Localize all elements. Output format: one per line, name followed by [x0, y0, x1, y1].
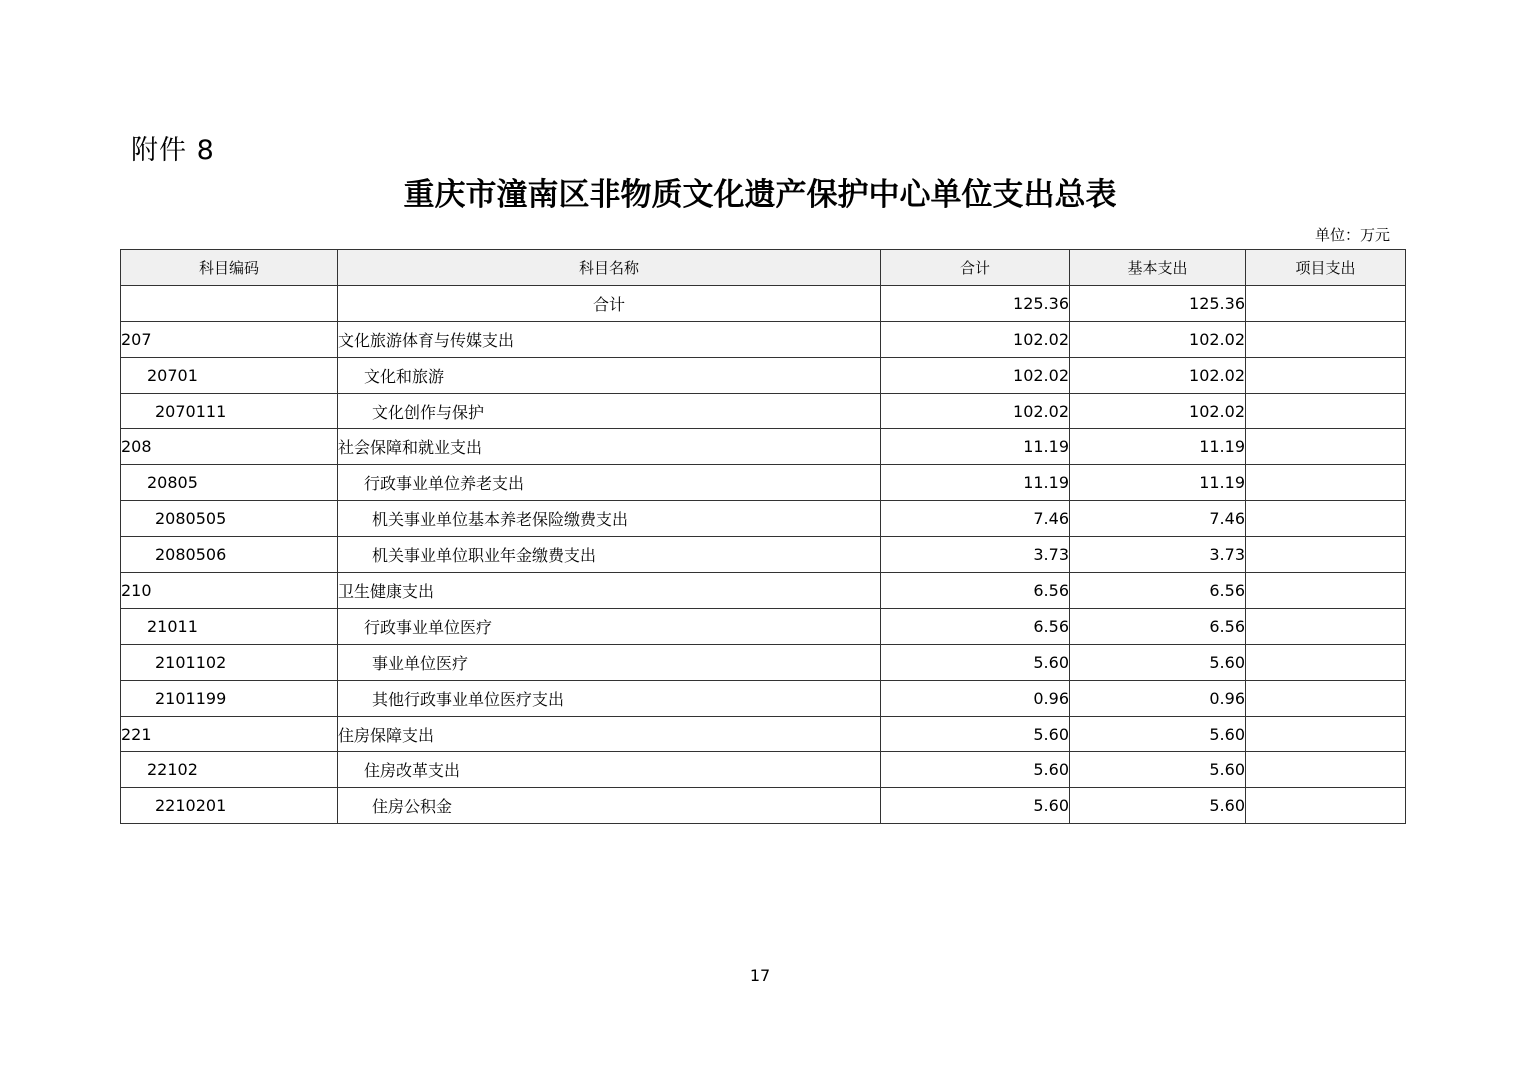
cell-basic: 125.36: [1070, 285, 1246, 321]
cell-basic: 11.19: [1070, 429, 1246, 465]
cell-basic: 6.56: [1070, 608, 1246, 644]
cell-basic: 5.60: [1070, 644, 1246, 680]
cell-name: 行政事业单位医疗: [338, 608, 881, 644]
cell-basic: 7.46: [1070, 501, 1246, 537]
cell-name: 卫生健康支出: [338, 573, 881, 609]
header-row: [121, 250, 1406, 286]
cell-total: 5.60: [881, 752, 1070, 788]
cell-project: [1246, 573, 1406, 609]
cell-basic: 5.60: [1070, 716, 1246, 752]
cell-name: 机关事业单位基本养老保险缴费支出: [338, 501, 881, 537]
cell-total: 5.60: [881, 788, 1070, 824]
cell-code: 20805: [121, 465, 338, 501]
cell-code: 2210201: [121, 788, 338, 824]
cell-project: [1246, 752, 1406, 788]
cell-basic: 0.96: [1070, 680, 1246, 716]
cell-code: 2080505: [121, 501, 338, 537]
cell-name: 住房保障支出: [338, 716, 881, 752]
cell-code: 210: [121, 573, 338, 609]
cell-total: 102.02: [881, 357, 1070, 393]
cell-code: 2101199: [121, 680, 338, 716]
cell-project: [1246, 321, 1406, 357]
table-row: [121, 501, 1406, 537]
cell-name: 其他行政事业单位医疗支出: [338, 680, 881, 716]
cell-name: 文化创作与保护: [338, 393, 881, 429]
cell-code: 21011: [121, 608, 338, 644]
cell-total: 6.56: [881, 573, 1070, 609]
cell-total: 11.19: [881, 429, 1070, 465]
total-row: [121, 285, 1406, 321]
table-row: [121, 716, 1406, 752]
cell-basic: 5.60: [1070, 788, 1246, 824]
table-row: [121, 608, 1406, 644]
cell-project: [1246, 393, 1406, 429]
table-row: [121, 537, 1406, 573]
cell-basic: 102.02: [1070, 357, 1246, 393]
cell-code: 207: [121, 321, 338, 357]
cell-code: 221: [121, 716, 338, 752]
cell-project: [1246, 501, 1406, 537]
cell-total: 3.73: [881, 537, 1070, 573]
cell-code: 20701: [121, 357, 338, 393]
table-row: [121, 357, 1406, 393]
header-project: 项目支出: [1246, 250, 1406, 286]
cell-name: 文化旅游体育与传媒支出: [338, 321, 881, 357]
cell-basic: 3.73: [1070, 537, 1246, 573]
table-row: [121, 788, 1406, 824]
cell-code: 22102: [121, 752, 338, 788]
cell-code: 2070111: [121, 393, 338, 429]
cell-total: 5.60: [881, 716, 1070, 752]
cell-name: 社会保障和就业支出: [338, 429, 881, 465]
cell-project: [1246, 429, 1406, 465]
cell-basic: 11.19: [1070, 465, 1246, 501]
cell-total: 5.60: [881, 644, 1070, 680]
cell-total: 6.56: [881, 608, 1070, 644]
table-row: [121, 644, 1406, 680]
cell-basic: 102.02: [1070, 393, 1246, 429]
cell-project: [1246, 537, 1406, 573]
table-row: [121, 429, 1406, 465]
table-row: [121, 573, 1406, 609]
cell-project: [1246, 357, 1406, 393]
header-code: 科目编码: [121, 250, 338, 286]
cell-name: 事业单位医疗: [338, 644, 881, 680]
cell-total: 7.46: [881, 501, 1070, 537]
cell-name: 住房改革支出: [338, 752, 881, 788]
expenditure-table: [120, 249, 1406, 824]
cell-project: [1246, 716, 1406, 752]
cell-project: [1246, 788, 1406, 824]
cell-basic: 102.02: [1070, 321, 1246, 357]
attachment-label: 附件 8: [131, 135, 215, 166]
header-basic: 基本支出: [1070, 250, 1246, 286]
cell-project: [1246, 644, 1406, 680]
page-number: 17: [749, 966, 771, 985]
cell-code: 2101102: [121, 644, 338, 680]
cell-project: [1246, 285, 1406, 321]
cell-name: 机关事业单位职业年金缴费支出: [338, 537, 881, 573]
cell-code: [121, 285, 338, 321]
cell-code: 208: [121, 429, 338, 465]
cell-name: 合计: [338, 285, 881, 321]
header-total: 合计: [881, 250, 1070, 286]
page-title: 重庆市潼南区非物质文化遗产保护中心单位支出总表: [403, 177, 1117, 213]
cell-total: 11.19: [881, 465, 1070, 501]
cell-project: [1246, 465, 1406, 501]
cell-name: 文化和旅游: [338, 357, 881, 393]
cell-code: 2080506: [121, 537, 338, 573]
header-name: 科目名称: [338, 250, 881, 286]
cell-project: [1246, 608, 1406, 644]
cell-total: 0.96: [881, 680, 1070, 716]
cell-name: 住房公积金: [338, 788, 881, 824]
cell-basic: 6.56: [1070, 573, 1246, 609]
unit-label: 单位：万元: [1314, 226, 1390, 244]
cell-basic: 5.60: [1070, 752, 1246, 788]
table-row: [121, 465, 1406, 501]
cell-total: 125.36: [881, 285, 1070, 321]
cell-total: 102.02: [881, 321, 1070, 357]
cell-project: [1246, 680, 1406, 716]
cell-total: 102.02: [881, 393, 1070, 429]
cell-name: 行政事业单位养老支出: [338, 465, 881, 501]
table-row: [121, 752, 1406, 788]
table-row: [121, 680, 1406, 716]
table-row: [121, 393, 1406, 429]
table-row: [121, 321, 1406, 357]
